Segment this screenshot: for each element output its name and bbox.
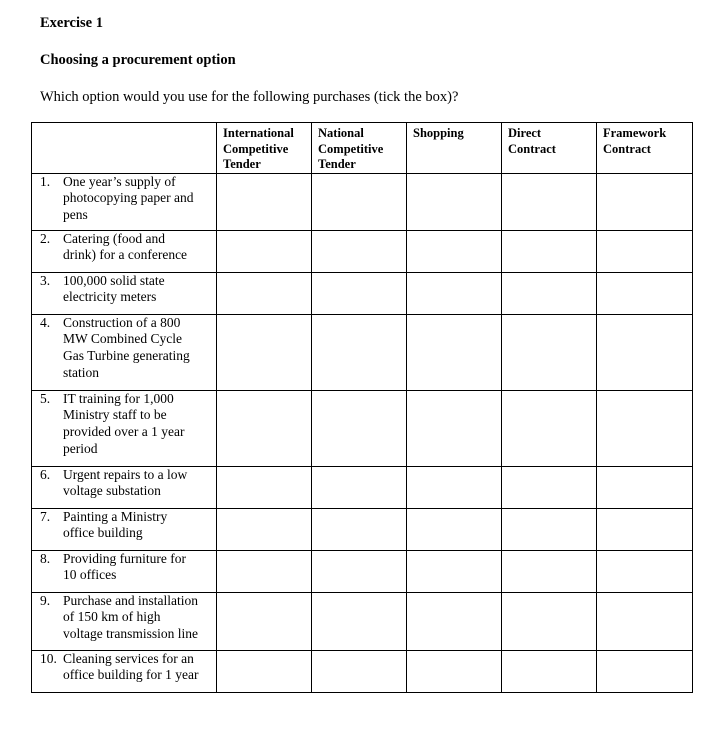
item-number: 9.: [40, 592, 51, 608]
tick-box-international-competitive-tender[interactable]: [217, 390, 312, 466]
tick-box-national-competitive-tender[interactable]: [312, 466, 407, 508]
tick-box-direct-contract[interactable]: [502, 230, 597, 272]
column-header-line: National: [318, 126, 364, 140]
item-line: Purchase and installation: [63, 592, 198, 608]
table-row: [32, 650, 693, 692]
item-line: voltage substation: [63, 483, 161, 499]
tick-box-direct-contract[interactable]: [502, 314, 597, 390]
tick-box-framework-contract[interactable]: [597, 272, 693, 314]
item-number: 2.: [40, 230, 51, 246]
tick-box-international-competitive-tender[interactable]: [217, 230, 312, 272]
tick-box-national-competitive-tender[interactable]: [312, 508, 407, 550]
tick-box-framework-contract[interactable]: [597, 592, 693, 650]
item-description-cell: [32, 592, 217, 650]
column-header-framework-contract: [597, 123, 693, 174]
tick-box-shopping[interactable]: [407, 508, 502, 550]
item-description: [63, 467, 216, 501]
item-number: 8.: [40, 550, 51, 566]
item-description: [63, 174, 216, 224]
item-description-cell: [32, 650, 217, 692]
tick-box-international-competitive-tender[interactable]: [217, 650, 312, 692]
table-row: [32, 592, 693, 650]
item-line: Construction of a 800: [63, 314, 181, 330]
tick-box-shopping[interactable]: [407, 173, 502, 230]
item-line: Urgent repairs to a low: [63, 466, 188, 482]
tick-box-international-competitive-tender[interactable]: [217, 592, 312, 650]
tick-box-direct-contract[interactable]: [502, 272, 597, 314]
item-description-cell: [32, 314, 217, 390]
column-header-line: Direct: [508, 126, 542, 140]
tick-box-framework-contract[interactable]: [597, 314, 693, 390]
item-line: MW Combined Cycle: [63, 331, 182, 347]
item-line: electricity meters: [63, 289, 157, 305]
table-row: [32, 550, 693, 592]
header-blank-cell: [32, 123, 217, 174]
column-header-national-competitive-tender: [312, 123, 407, 174]
table-row: [32, 230, 693, 272]
item-description-cell: [32, 508, 217, 550]
item-description: [63, 593, 216, 643]
header-row: [32, 123, 693, 174]
tick-box-direct-contract[interactable]: [502, 550, 597, 592]
item-line: Catering (food and: [63, 230, 165, 246]
tick-box-international-competitive-tender[interactable]: [217, 314, 312, 390]
tick-box-national-competitive-tender[interactable]: [312, 173, 407, 230]
tick-box-framework-contract[interactable]: [597, 466, 693, 508]
item-line: office building for 1 year: [63, 667, 199, 683]
item-line: One year’s supply of: [63, 173, 176, 189]
item-description: [63, 391, 216, 458]
item-number: 3.: [40, 272, 51, 288]
item-number: 5.: [40, 390, 51, 406]
tick-box-national-competitive-tender[interactable]: [312, 272, 407, 314]
tick-box-national-competitive-tender[interactable]: [312, 592, 407, 650]
item-number: 7.: [40, 508, 51, 524]
section-title: Choosing a procurement option: [40, 52, 236, 68]
tick-box-framework-contract[interactable]: [597, 173, 693, 230]
item-number: 1.: [40, 173, 51, 189]
tick-box-international-competitive-tender[interactable]: [217, 272, 312, 314]
tick-box-shopping[interactable]: [407, 390, 502, 466]
tick-box-direct-contract[interactable]: [502, 390, 597, 466]
tick-box-international-competitive-tender[interactable]: [217, 173, 312, 230]
item-line: Gas Turbine generating: [63, 348, 190, 364]
tick-box-framework-contract[interactable]: [597, 650, 693, 692]
instruction-text: Which option would you use for the following purchases (tick the box)?: [40, 89, 459, 105]
column-header-direct-contract: [502, 123, 597, 174]
tick-box-direct-contract[interactable]: [502, 466, 597, 508]
column-header-line: Shopping: [413, 126, 464, 140]
tick-box-national-competitive-tender[interactable]: [312, 650, 407, 692]
column-header-line: International: [223, 126, 294, 140]
item-line: period: [63, 440, 98, 456]
item-description-cell: [32, 466, 217, 508]
item-line: Ministry staff to be: [63, 407, 167, 423]
table-row: [32, 466, 693, 508]
table-row: [32, 508, 693, 550]
column-header-line: Competitive: [223, 141, 289, 156]
tick-box-direct-contract[interactable]: [502, 173, 597, 230]
item-number: 10.: [40, 650, 57, 666]
item-line: station: [63, 364, 99, 380]
item-line: voltage transmission line: [63, 626, 198, 642]
column-header-international-competitive-tender: [217, 123, 312, 174]
tick-box-shopping[interactable]: [407, 230, 502, 272]
tick-box-national-competitive-tender[interactable]: [312, 230, 407, 272]
table-row: [32, 314, 693, 390]
item-description: [63, 231, 216, 265]
tick-box-shopping[interactable]: [407, 466, 502, 508]
exercise-title: Exercise 1: [40, 15, 103, 31]
item-description-cell: [32, 390, 217, 466]
item-line: Painting a Ministry: [63, 508, 168, 524]
tick-box-direct-contract[interactable]: [502, 508, 597, 550]
tick-box-national-competitive-tender[interactable]: [312, 390, 407, 466]
column-header-line: Tender: [223, 157, 261, 171]
procurement-options-table: [31, 122, 693, 693]
tick-box-direct-contract[interactable]: [502, 592, 597, 650]
tick-box-direct-contract[interactable]: [502, 650, 597, 692]
column-header-line: Contract: [508, 141, 556, 156]
tick-box-international-competitive-tender[interactable]: [217, 508, 312, 550]
tick-box-framework-contract[interactable]: [597, 508, 693, 550]
item-description-cell: [32, 550, 217, 592]
tick-box-shopping[interactable]: [407, 314, 502, 390]
tick-box-international-competitive-tender[interactable]: [217, 466, 312, 508]
item-line: 100,000 solid state: [63, 272, 165, 288]
item-line: photocopying paper and: [63, 190, 194, 206]
item-description-cell: [32, 173, 217, 230]
tick-box-shopping[interactable]: [407, 550, 502, 592]
tick-box-framework-contract[interactable]: [597, 390, 693, 466]
item-description: [63, 315, 216, 382]
tick-box-shopping[interactable]: [407, 592, 502, 650]
column-header-shopping: [407, 123, 502, 174]
item-line: pens: [63, 207, 88, 223]
table-row: [32, 173, 693, 230]
column-header-line: Tender: [318, 157, 356, 171]
item-description: [63, 551, 216, 585]
tick-box-international-competitive-tender[interactable]: [217, 550, 312, 592]
table-row: [32, 390, 693, 466]
item-description: [63, 509, 216, 543]
item-line: Cleaning services for an: [63, 650, 194, 666]
tick-box-shopping[interactable]: [407, 650, 502, 692]
column-header-line: Contract: [603, 141, 651, 156]
column-header-line: Competitive: [318, 141, 384, 156]
column-header-line: Framework: [603, 126, 667, 140]
item-number: 6.: [40, 466, 51, 482]
item-description-cell: [32, 272, 217, 314]
item-line: office building: [63, 525, 143, 541]
table-row: [32, 272, 693, 314]
item-line: drink) for a conference: [63, 247, 188, 263]
item-line: IT training for 1,000: [63, 390, 174, 406]
item-number: 4.: [40, 314, 51, 330]
tick-box-framework-contract[interactable]: [597, 230, 693, 272]
item-line: provided over a 1 year: [63, 424, 185, 440]
item-description: [63, 651, 216, 685]
tick-box-national-competitive-tender[interactable]: [312, 314, 407, 390]
tick-box-framework-contract[interactable]: [597, 550, 693, 592]
item-line: Providing furniture for: [63, 550, 186, 566]
item-line: of 150 km of high: [63, 609, 161, 625]
item-description-cell: [32, 230, 217, 272]
tick-box-shopping[interactable]: [407, 272, 502, 314]
item-description: [63, 273, 216, 307]
item-line: 10 offices: [63, 567, 117, 583]
tick-box-national-competitive-tender[interactable]: [312, 550, 407, 592]
